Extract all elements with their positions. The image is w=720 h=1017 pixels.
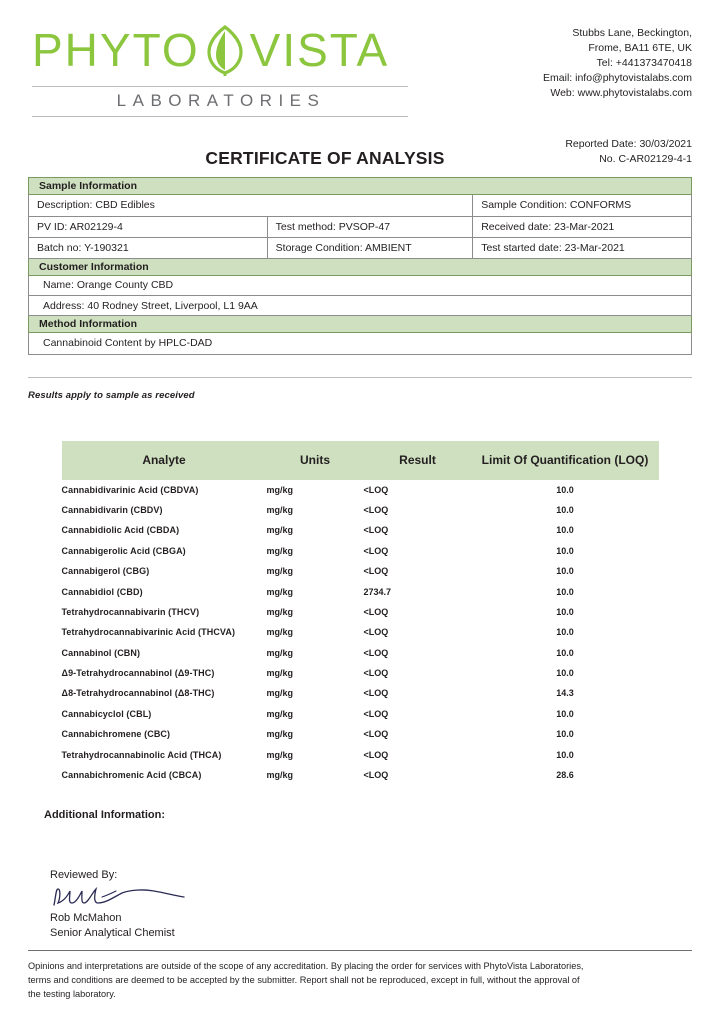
analyte-name: Cannabinol (CBN): [61, 647, 141, 658]
analyte-result: <LOQ: [363, 566, 389, 577]
document-footer: [28, 950, 692, 1001]
sample-condition: Sample Condition: CONFORMS: [473, 195, 692, 216]
analyte-units: mg/kg: [266, 545, 294, 556]
table-row: [62, 765, 659, 785]
table-row: [62, 561, 659, 581]
analyte-loq: 28.6: [556, 769, 574, 780]
footer-line-1: Opinions and interpretations are outside of the scope of any accreditation. By placing the order for services with PhytoVista Laboratories,: [28, 961, 584, 971]
column-header-loq: Limit Of Quantification (LOQ): [472, 441, 659, 480]
analyte-loq: 10.0: [556, 525, 574, 536]
analyte-result: <LOQ: [363, 606, 389, 617]
analyte-loq: 10.0: [556, 606, 574, 617]
analyte-name: Cannabidivarin (CBDV): [61, 505, 163, 516]
analyte-loq: 10.0: [556, 668, 574, 679]
contact-line-2: Frome, BA11 6TE, UK: [588, 42, 692, 54]
analyte-units: mg/kg: [266, 525, 294, 536]
analyte-result: <LOQ: [363, 688, 389, 699]
analyte-result: <LOQ: [363, 668, 389, 679]
analyte-units: mg/kg: [266, 729, 294, 740]
footer-disclaimer: [28, 959, 692, 1001]
table-row: [62, 663, 659, 683]
analyte-loq: 10.0: [556, 545, 574, 556]
method-description: Cannabinoid Content by HPLC-DAD: [29, 333, 692, 354]
analyte-result: <LOQ: [363, 708, 389, 719]
analyte-name: Tetrahydrocannabinolic Acid (THCA): [61, 749, 222, 760]
table-row: [62, 520, 659, 540]
analyte-name: Cannabigerol (CBG): [61, 566, 150, 577]
table-row: [62, 724, 659, 744]
signature-image: [50, 883, 692, 911]
analyte-units: mg/kg: [266, 647, 294, 658]
analyte-name: Cannabicyclol (CBL): [61, 708, 152, 719]
analyte-results-body: [62, 480, 659, 786]
additional-information-label: Additional Information:: [44, 809, 165, 822]
results-table-wrapper: [62, 441, 659, 786]
method-information-table: [28, 333, 692, 355]
column-header-units: Units: [267, 441, 364, 480]
analyte-units: mg/kg: [266, 688, 294, 699]
table-row: [29, 237, 692, 258]
analyte-units: mg/kg: [266, 708, 294, 719]
section-divider: [28, 377, 692, 378]
pv-id: PV ID: AR02129-4: [29, 216, 268, 237]
analyte-name: Cannabidiol (CBD): [61, 586, 143, 597]
analyte-name: Cannabichromene (CBC): [61, 729, 171, 740]
reviewed-by-label: Reviewed By:: [50, 869, 118, 882]
analyte-name: Cannabichromenic Acid (CBCA): [61, 769, 202, 780]
information-section: [28, 177, 692, 355]
analyte-name: Δ9-Tetrahydrocannabinol (Δ9-THC): [61, 668, 215, 679]
analyte-result: <LOQ: [363, 484, 389, 495]
analyte-name: Cannabigerolic Acid (CBGA): [61, 545, 186, 556]
customer-information-table: [28, 276, 692, 317]
table-header-row: [62, 441, 659, 480]
analyte-result: <LOQ: [363, 627, 389, 638]
analyte-units: mg/kg: [266, 769, 294, 780]
sample-description: Description: CBD Edibles: [29, 195, 473, 216]
analyte-results-table: [62, 441, 659, 786]
batch-no: Batch no: Y-190321: [29, 237, 268, 258]
analyte-units: mg/kg: [266, 566, 294, 577]
analyte-loq: 10.0: [556, 708, 574, 719]
analyte-loq: 10.0: [556, 647, 574, 658]
reported-date: Reported Date: 30/03/2021: [565, 138, 692, 150]
table-row: [29, 216, 692, 237]
table-row: [29, 296, 692, 316]
analyte-loq: 10.0: [556, 729, 574, 740]
analyte-result: <LOQ: [363, 525, 389, 536]
analyte-loq: 14.3: [556, 688, 574, 699]
analyte-name: Δ8-Tetrahydrocannabinol (Δ8-THC): [61, 688, 215, 699]
analyte-units: mg/kg: [266, 586, 294, 597]
brand-name-part2: VISTA: [249, 24, 390, 76]
footer-line-2: terms and conditions are deemed to be accepted by the submitter. Report shall not be reproduced, except in full, without the approval of: [28, 975, 580, 985]
table-row: [62, 602, 659, 622]
analyte-units: mg/kg: [266, 668, 294, 679]
analyte-name: Tetrahydrocannabivarinic Acid (THCVA): [61, 627, 236, 638]
column-header-analyte: Analyte: [62, 441, 267, 480]
test-method: Test method: PVSOP-47: [267, 216, 473, 237]
signer-name: Rob McMahon: [50, 912, 122, 925]
analyte-result: <LOQ: [363, 545, 389, 556]
analyte-units: mg/kg: [266, 627, 294, 638]
report-number: No. C-AR02129-4-1: [599, 153, 692, 165]
contact-line-1: Stubbs Lane, Beckington,: [572, 27, 692, 39]
analyte-units: mg/kg: [266, 484, 294, 495]
analyte-loq: 10.0: [556, 586, 574, 597]
analyte-loq: 10.0: [556, 566, 574, 577]
footer-line-3: the testing laboratory.: [28, 989, 116, 999]
analyte-units: mg/kg: [266, 606, 294, 617]
report-meta: [502, 137, 692, 169]
contact-line-3: Tel: +441373470418: [596, 57, 692, 69]
analyte-units: mg/kg: [266, 749, 294, 760]
document-header: [28, 22, 692, 117]
storage-condition: Storage Condition: AMBIENT: [267, 237, 473, 258]
brand-subtitle: LABORATORIES: [32, 86, 408, 117]
leaf-icon: [202, 24, 248, 76]
table-row: [62, 704, 659, 724]
test-started-date: Test started date: 23-Mar-2021: [473, 237, 692, 258]
analyte-result: 2734.7: [363, 586, 392, 597]
analyte-name: Tetrahydrocannabivarin (THCV): [61, 606, 200, 617]
table-row: [29, 333, 692, 354]
sample-information-heading: Sample Information: [28, 177, 692, 195]
contact-line-4: Email: info@phytovistalabs.com: [543, 72, 692, 84]
signer-block: [50, 911, 692, 941]
footer-divider: [28, 950, 692, 951]
analyte-result: <LOQ: [363, 749, 389, 760]
table-row: [62, 500, 659, 520]
title-row: [28, 137, 692, 169]
brand-logo: [28, 22, 408, 117]
customer-information-heading: Customer Information: [28, 259, 692, 276]
column-header-result: Result: [364, 441, 472, 480]
analyte-loq: 10.0: [556, 505, 574, 516]
analyte-result: <LOQ: [363, 647, 389, 658]
table-row: [62, 744, 659, 764]
table-row: [62, 683, 659, 703]
received-date: Received date: 23-Mar-2021: [473, 216, 692, 237]
table-row: [62, 643, 659, 663]
method-information-heading: Method Information: [28, 316, 692, 333]
analyte-name: Cannabidivarinic Acid (CBDVA): [61, 484, 199, 495]
analyte-name: Cannabidiolic Acid (CBDA): [61, 525, 180, 536]
table-row: [29, 195, 692, 216]
contact-line-5: Web: www.phytovistalabs.com: [550, 87, 692, 99]
analyte-result: <LOQ: [363, 769, 389, 780]
sample-information-table: [28, 195, 692, 259]
customer-name: Name: Orange County CBD: [29, 276, 692, 296]
analyte-loq: 10.0: [556, 627, 574, 638]
analyte-result: <LOQ: [363, 729, 389, 740]
table-row: [62, 581, 659, 601]
analyte-loq: 10.0: [556, 484, 574, 495]
customer-address: Address: 40 Rodney Street, Liverpool, L1 9AA: [29, 296, 692, 316]
lab-contact-details: [543, 22, 692, 101]
table-row: [62, 541, 659, 561]
results-note: Results apply to sample as received: [28, 389, 195, 401]
page-title: CERTIFICATE OF ANALYSIS: [205, 148, 445, 168]
signer-title: Senior Analytical Chemist: [50, 927, 175, 940]
table-row: [29, 276, 692, 296]
analyte-loq: 10.0: [556, 749, 574, 760]
table-row: [62, 480, 659, 500]
brand-name-part1: PHYTO: [32, 24, 200, 76]
table-row: [62, 622, 659, 642]
analyte-units: mg/kg: [266, 505, 294, 516]
analyte-result: <LOQ: [363, 505, 389, 516]
